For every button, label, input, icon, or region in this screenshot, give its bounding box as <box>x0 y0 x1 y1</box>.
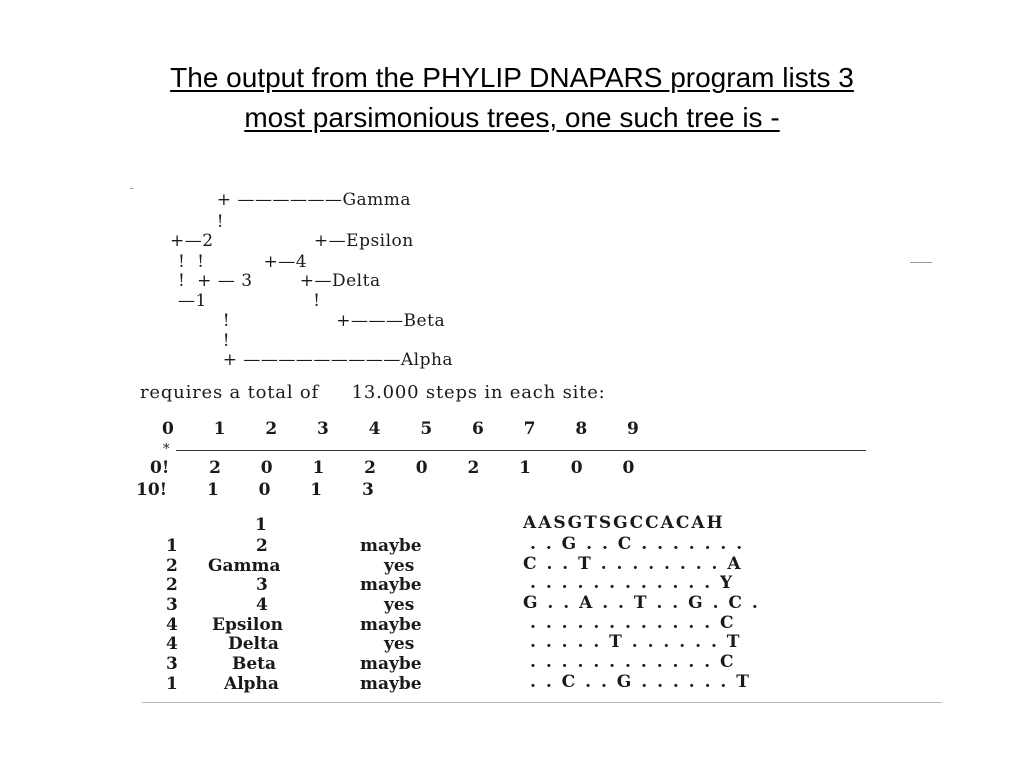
row-6-seq: . . . . . T . . . . . . T <box>530 632 742 652</box>
row-1-any: maybe <box>360 536 422 556</box>
site-grid-star: * <box>163 442 170 457</box>
row-8-from: 1 <box>166 674 178 694</box>
site-grid-row-0: 0! 2 0 1 2 0 2 1 0 0 <box>150 458 635 478</box>
scan-cutoff-line <box>142 702 942 703</box>
scan-artifact <box>130 188 133 189</box>
row-3-from: 2 <box>166 575 178 595</box>
row-7-any: maybe <box>360 654 422 674</box>
row-4-any: yes <box>384 595 415 615</box>
row-5-any: maybe <box>360 615 422 635</box>
tree-line-4: ! ! +—4 <box>178 252 308 272</box>
row-1-to: 2 <box>256 536 268 556</box>
seq-header: AASGTSGCCACAH <box>523 513 725 533</box>
tree-line-5: ! + — 3 +—Delta <box>178 271 381 291</box>
title-line-1: The output from the PHYLIP DNAPARS program lists 3 <box>170 62 854 93</box>
row-3-to: 3 <box>256 575 268 595</box>
site-grid-rule <box>176 450 866 451</box>
scan-artifact <box>910 262 932 263</box>
tree-line-6: —1 ! <box>178 291 321 311</box>
row-2-to: Gamma <box>208 556 281 576</box>
row-8-any: maybe <box>360 674 422 694</box>
row-4-from: 3 <box>166 595 178 615</box>
row-3-seq: . . . . . . . . . . . . Y <box>530 573 735 593</box>
row-7-to: Beta <box>232 654 277 674</box>
row-4-to: 4 <box>256 595 268 615</box>
row-2-seq: C . . T . . . . . . . . A <box>523 554 743 574</box>
slide-title <box>0 58 1024 138</box>
tree-line-3: +—2 +—Epsilon <box>170 231 414 251</box>
row-8-to: Alpha <box>224 674 279 694</box>
row-5-seq: . . . . . . . . . . . . C <box>530 613 736 633</box>
tree-line-1: + ——————Gamma <box>205 190 412 210</box>
row-4-seq: G . . A . . T . . G . C . <box>523 593 760 613</box>
table-header-to: 1 <box>255 515 267 535</box>
row-2-from: 2 <box>166 556 178 576</box>
row-3-any: maybe <box>360 575 422 595</box>
row-5-from: 4 <box>166 615 178 635</box>
tree-line-9: + —————————Alpha <box>205 350 454 370</box>
row-2-any: yes <box>384 556 415 576</box>
row-5-to: Epsilon <box>212 615 284 635</box>
row-6-from: 4 <box>166 634 178 654</box>
tree-line-8: ! <box>205 331 231 351</box>
row-1-seq: . . G . . C . . . . . . . <box>530 534 745 554</box>
site-grid-row-10: 10! 1 0 1 3 <box>136 480 374 500</box>
steps-text: requires a total of 13.000 steps in each site: <box>140 382 606 403</box>
row-1-from: 1 <box>166 536 178 556</box>
row-6-to: Delta <box>228 634 279 654</box>
row-6-any: yes <box>384 634 415 654</box>
scanned-output-image <box>130 180 960 710</box>
tree-line-2: ! <box>205 212 225 232</box>
site-grid-header: 0 1 2 3 4 5 6 7 8 9 <box>162 419 639 439</box>
row-7-seq: . . . . . . . . . . . . C <box>530 652 736 672</box>
row-7-from: 3 <box>166 654 178 674</box>
row-8-seq: . . C . . G . . . . . . T <box>530 672 751 692</box>
title-line-2: most parsimonious trees, one such tree is - <box>244 102 780 133</box>
tree-line-7: ! +———Beta <box>205 311 446 331</box>
